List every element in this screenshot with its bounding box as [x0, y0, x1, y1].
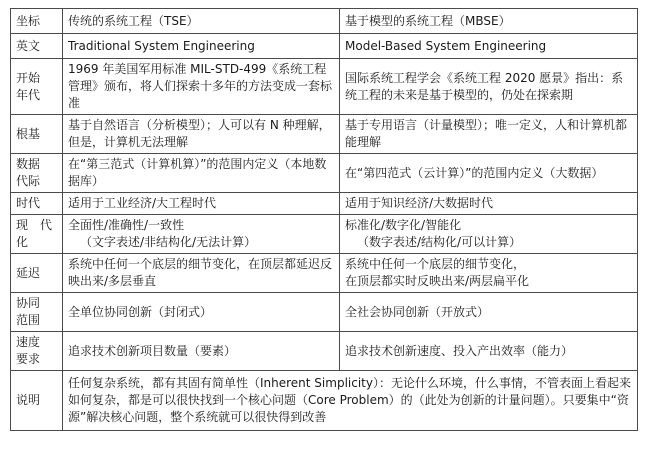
cell-text: 代际: [16, 174, 41, 188]
cell-text: （文字表述/非结构化/无法计算）: [80, 235, 257, 249]
cell-text: 国际系统工程学会《系统工程 2020 愿景》指出：系统工程的未来是基于模型的，仍处在探索期: [345, 70, 624, 102]
note-label-cell: 说明: [11, 371, 63, 431]
cell-text: 系统中任何一个底层的细节变化，: [345, 257, 526, 271]
table-row: [11, 254, 638, 293]
mbse-cell: [340, 34, 638, 59]
tse-cell: [63, 154, 340, 193]
mbse-cell: [340, 59, 638, 115]
cell-text: 系统中任何一个底层的细节变化，在顶层都延迟反映出来/多层垂直: [68, 257, 333, 288]
cell-text: 要求: [16, 352, 41, 366]
cell-text: 范围: [16, 313, 41, 327]
mbse-cell: [340, 154, 638, 193]
table-row: [11, 59, 638, 115]
row-label-cell: [11, 254, 63, 293]
row-label-cell: [11, 215, 63, 254]
tse-cell: [63, 115, 340, 154]
note-row: [11, 371, 638, 431]
cell-text: 在“第三范式（计算机算）”的范围内定义（本地数据库）: [68, 157, 327, 188]
table-row: [11, 154, 638, 193]
cell-text: 数据: [16, 157, 41, 171]
cell-text: 基于自然语言（分析模型）；人可以有 N 种理解，但是，计算机无法理解: [68, 118, 331, 149]
row-label-cell: [11, 154, 63, 193]
mbse-cell: [340, 115, 638, 154]
table-body: [11, 34, 638, 431]
header-label-cell: 坐标: [11, 9, 63, 34]
mbse-cell: [340, 215, 638, 254]
cell-text: 英文: [16, 38, 41, 53]
cell-text: 速度: [16, 335, 41, 349]
cell-text: 协同: [16, 296, 41, 310]
cell-text: （数字表述/结构化/可以计算）: [357, 235, 522, 249]
table-row: [11, 332, 638, 371]
mbse-cell: [340, 193, 638, 215]
cell-text: 追求技术创新项目数量（要素）: [68, 343, 237, 358]
row-label-cell: [11, 59, 63, 115]
cell-text: 适用于工业经济/大工程时代: [68, 196, 217, 210]
tse-cell: [63, 293, 340, 332]
cell-text: 化: [16, 235, 29, 249]
comparison-table: [10, 8, 638, 431]
cell-text: Traditional System Engineering: [68, 38, 255, 53]
cell-text: 1969 年美国军用标准 MIL-STD-499《系统工程管理》颁布，将人们探索十多年的方法变成一套标准: [68, 62, 333, 110]
header-row: [11, 9, 638, 34]
tse-cell: [63, 332, 340, 371]
cell-text: 适用于知识经济/大数据时代: [345, 196, 494, 210]
table-row: [11, 215, 638, 254]
cell-text: 标准化/数字化/智能化: [345, 218, 462, 232]
cell-text: 现 代: [16, 218, 53, 232]
row-label-cell: [11, 193, 63, 215]
row-label-cell: [11, 332, 63, 371]
mbse-cell: [340, 332, 638, 371]
cell-text: 开始: [16, 70, 41, 85]
table-row: [11, 193, 638, 215]
cell-text: 时代: [16, 196, 41, 210]
cell-text: Model-Based System Engineering: [345, 38, 547, 53]
table-row: [11, 115, 638, 154]
mbse-cell: [340, 254, 638, 293]
header-tse-cell: 传统的系统工程（TSE）: [63, 9, 340, 34]
header-mbse-cell: 基于模型的系统工程（MBSE）: [340, 9, 638, 34]
cell-text: 在“第四范式（云计算）”的范围内定义（大数据）: [345, 165, 604, 180]
tse-cell: [63, 215, 340, 254]
tse-cell: [63, 254, 340, 293]
cell-text: 全单位协同创新（封闭式）: [68, 304, 213, 319]
cell-text: 全面性/准确性/一致性: [68, 218, 185, 232]
tse-cell: [63, 34, 340, 59]
cell-text: 在顶层都实时反映出来/两层扁平化: [345, 274, 530, 288]
row-label-cell: [11, 293, 63, 332]
cell-text: 全社会协同创新（开放式）: [345, 304, 490, 319]
table-row: [11, 34, 638, 59]
cell-text: 基于专用语言（计量模型）；唯一定义，人和计算机都能理解: [345, 118, 628, 149]
cell-text: 追求技术创新速度、投入产出效率（能力）: [345, 343, 574, 358]
mbse-cell: [340, 293, 638, 332]
row-label-cell: [11, 115, 63, 154]
note-text-cell: 任何复杂系统，都有其固有简单性（Inherent Simplicity）：无论什么环境，什么事情，不管表面上看起来如何复杂，都是可以很快找到一个核心问题（Core Problem）的（此处为创新的计量问题）。只要集中“资源”解决核心问题，整个系统就可以很快得到改善: [63, 371, 638, 431]
cell-text: 年代: [16, 87, 41, 102]
tse-cell: [63, 193, 340, 215]
cell-text: 根基: [16, 126, 41, 141]
cell-text: 延迟: [16, 265, 41, 280]
tse-cell: [63, 59, 340, 115]
table-row: [11, 293, 638, 332]
row-label-cell: [11, 34, 63, 59]
